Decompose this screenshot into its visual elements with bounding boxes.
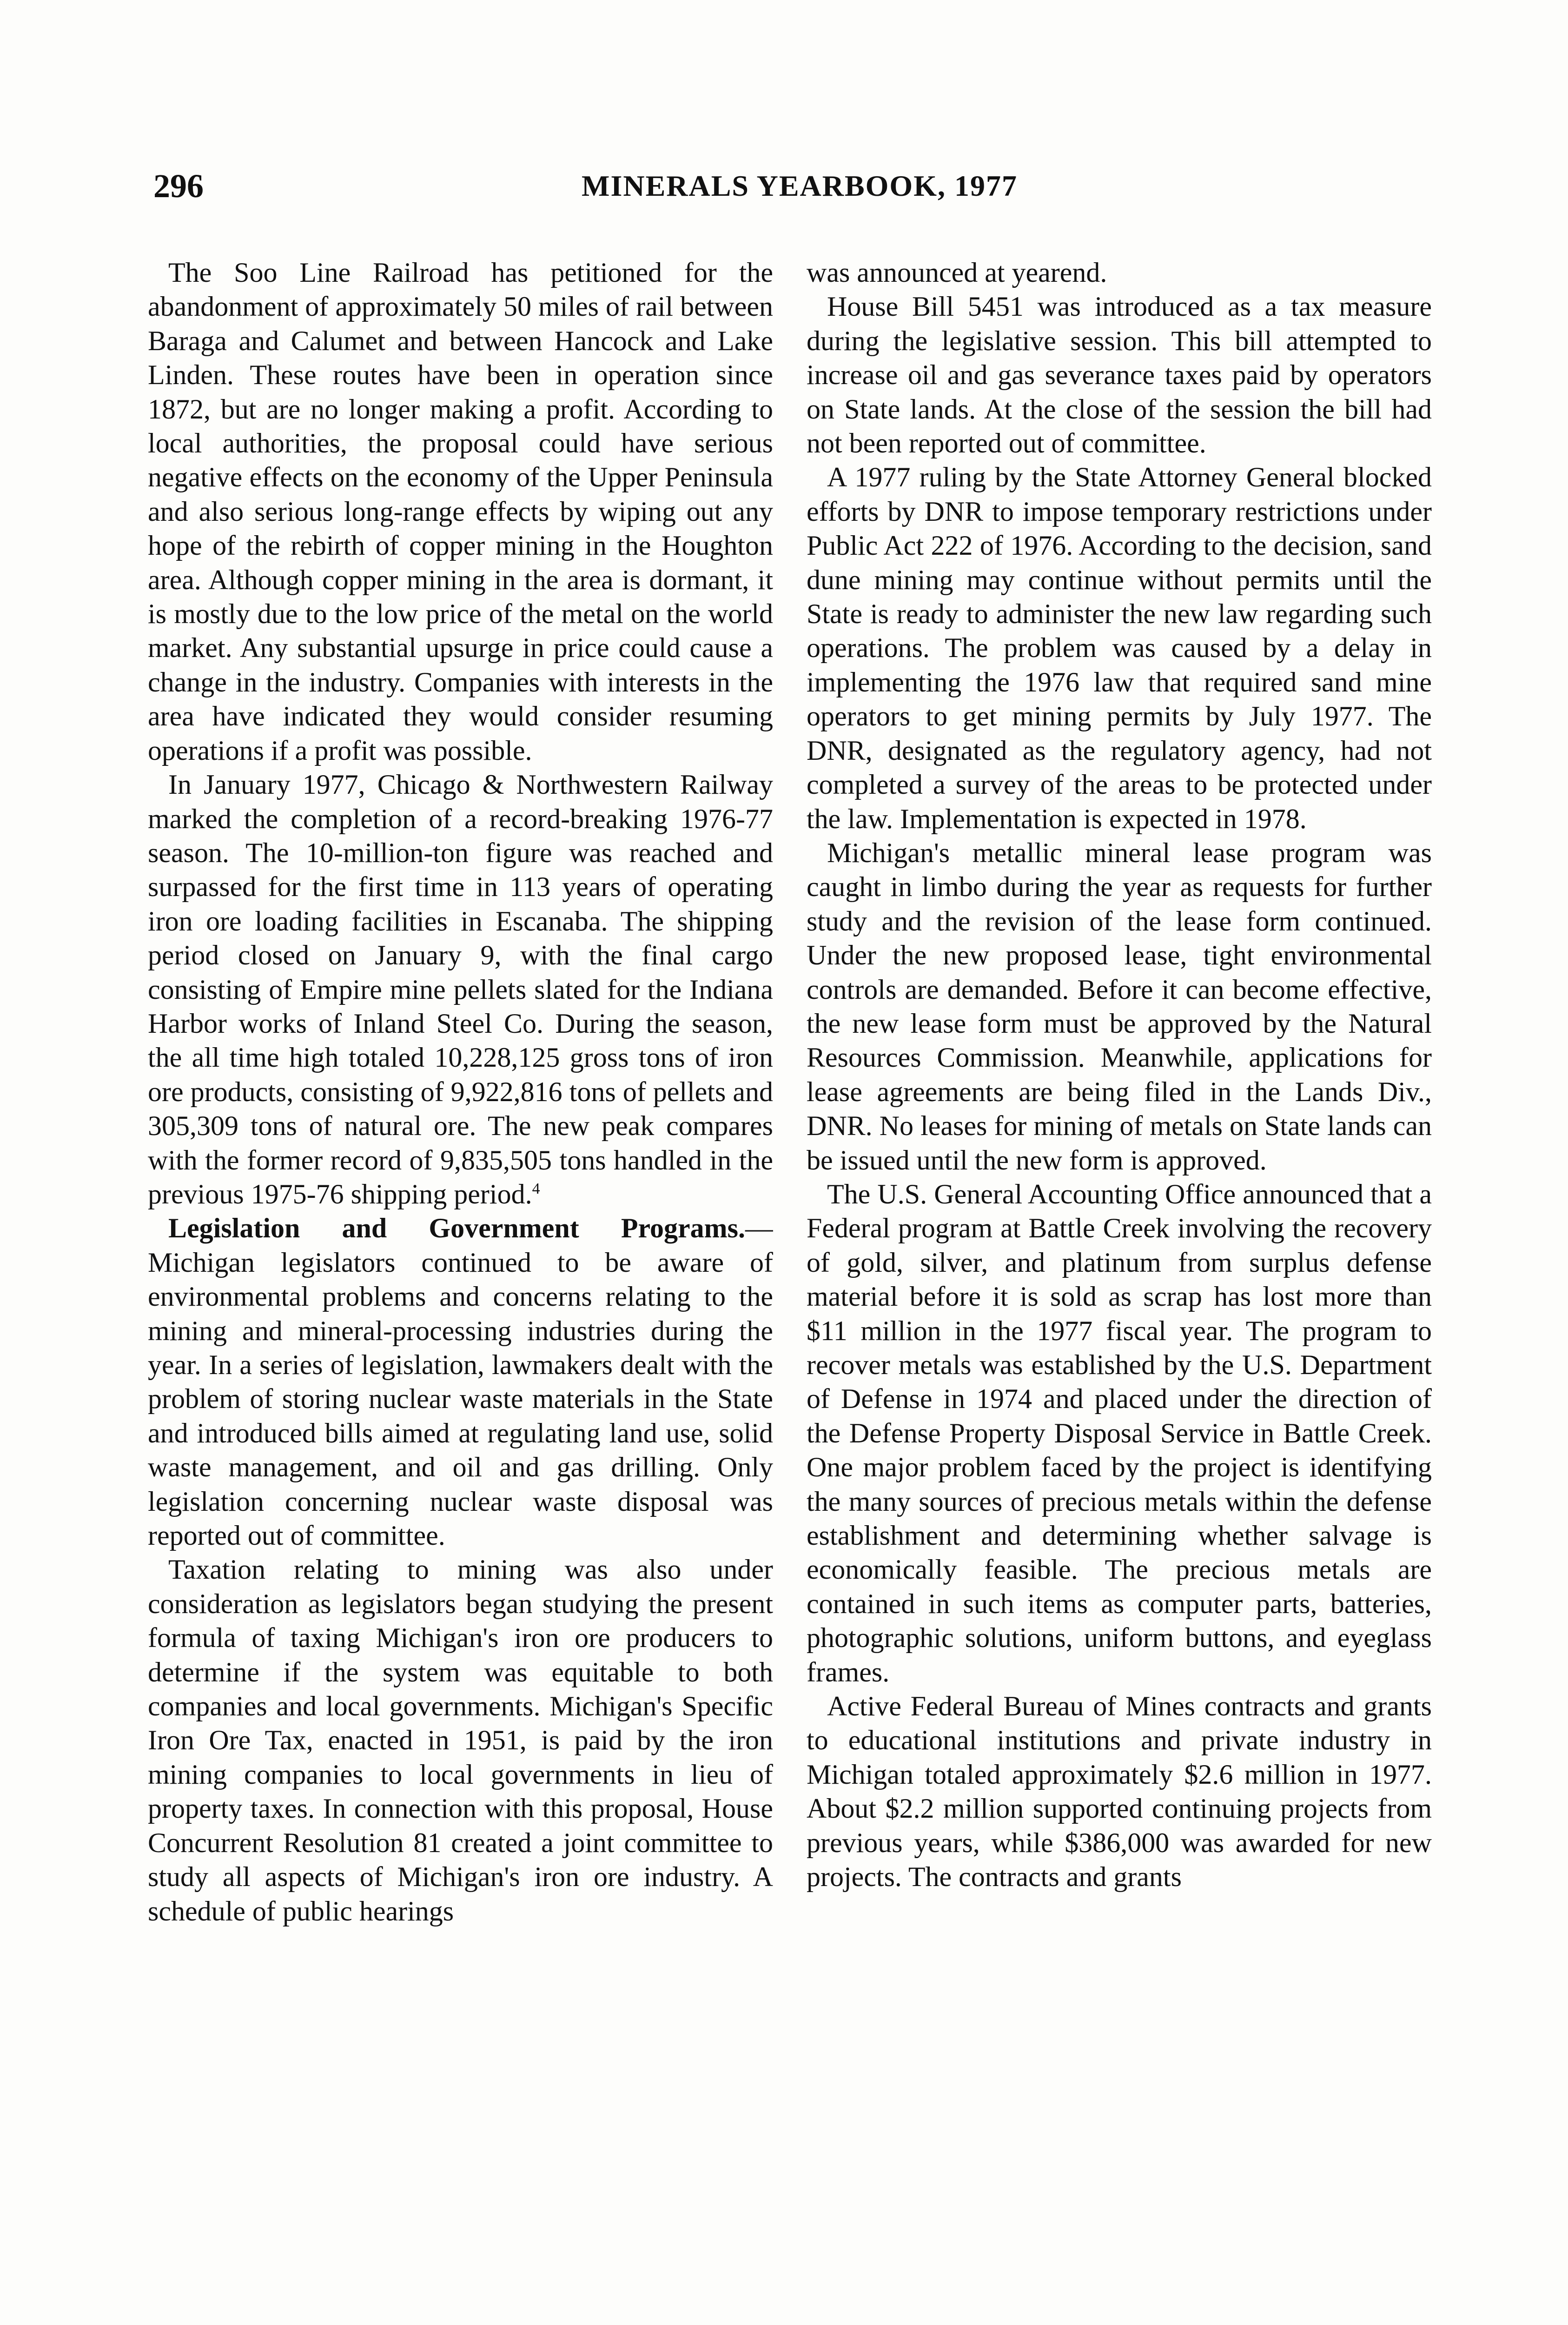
paragraph-legislation-text: —Michigan legislators continued to be aware of environmental problems and concerns relating to the mining and mineral-processing industries during the year. In a series of legislation, lawmakers dealt with the problem of storing nuclear waste materials in the State and introduced bills aimed at regulating land use, solid waste management, and oil and gas drilling. Only legislation concerning nuclear waste disposal was reported out of committee. bbox=[148, 1213, 773, 1551]
left-column bbox=[148, 256, 773, 2325]
paragraph-soo-line: The Soo Line Railroad has petitioned for the abandonment of approximately 50 miles of rail between Baraga and Calumet and between Hancock and Lake Linden. These routes have been in operation since 1872, but are no longer making a profit. According to local authorities, the proposal could have serious negative effects on the economy of the Upper Peninsula and also serious long-range effects by wiping out any hope of the rebirth of copper mining in the Houghton area. Although copper mining in the area is dormant, it is mostly due to the low price of the metal on the world market. Any substantial upsurge in price could cause a change in the industry. Companies with interests in the area have indicated they would consider resuming operations if a profit was possible. bbox=[148, 257, 773, 766]
paragraph-chicago-northwestern bbox=[148, 768, 773, 1211]
paragraph-attorney-general: A 1977 ruling by the State Attorney General blocked efforts by DNR to impose temporary restrictions under Public Act 222 of 1976. According to the decision, sand dune mining may continue without permits until the State is ready to administer the new law regarding such operations. The problem was caused by a delay in implementing the 1976 law that required sand mine operators to get mining permits by July 1977. The DNR, designated as the regulatory agency, had not completed a survey of the areas to be protected under the law. Implementation is expected in 1978. bbox=[807, 462, 1432, 834]
paragraph-house-bill: House Bill 5451 was introduced as a tax measure during the legislative session. This bill attempted to increase oil and gas severance taxes paid by operators on State lands. At the close of the session the bill had not been reported out of committee. bbox=[807, 291, 1432, 459]
paragraph-chicago-northwestern-text: In January 1977, Chicago & Northwestern Railway marked the completion of a record-breaking 1976-77 season. The 10-million-ton figure was reached and surpassed for the first time in 113 years of operating iron ore loading facilities in Escanaba. The shipping period closed on January 9, with the final cargo consisting of Empire mine pellets slated for the Indiana Harbor works of Inland Steel Co. During the season, the all time high totaled 10,228,125 gross tons of iron ore products, consisting of 9,922,816 tons of pellets and 305,309 tons of natural ore. The new peak compares with the former record of 9,835,505 tons handled in the previous 1975-76 shipping period. bbox=[148, 769, 773, 1209]
section-heading-legislation: Legislation and Government Programs. bbox=[168, 1213, 745, 1244]
paragraph-taxation: Taxation relating to mining was also under consideration as legislators began studying the present formula of taxing Michigan's iron ore producers to determine if the system was equitable to both companies and local governments. Michigan's Specific Iron Ore Tax, enacted in 1951, is paid by the iron mining companies to local governments in lieu of property taxes. In connection with this proposal, House Concurrent Resolution 81 created a joint committee to study all aspects of Michigan's iron ore industry. A schedule of public hearings bbox=[148, 1554, 773, 1926]
footnote-marker: 4 bbox=[532, 1180, 540, 1197]
paragraph-gao: The U.S. General Accounting Office announced that a Federal program at Battle Creek involving the recovery of gold, silver, and platinum from surplus defense material before it is sold as scrap has lost more than $11 million in the 1977 fiscal year. The program to recover metals was established by the U.S. Department of Defense in 1974 and placed under the direction of the Defense Property Disposal Service in Battle Creek. One major problem faced by the project is identifying the many sources of precious metals within the defense establishment and determining whether salvage is economically feasible. The precious metals are contained in such items as computer parts, batteries, photographic solutions, uniform buttons, and eyeglass frames. bbox=[807, 1178, 1432, 1687]
page-number: 296 bbox=[153, 167, 204, 205]
page-header bbox=[153, 163, 1446, 209]
paragraph-legislation bbox=[148, 1211, 773, 1553]
paragraph-continuation: was announced at yearend. bbox=[807, 257, 1107, 288]
paragraph-lease-program: Michigan's metallic mineral lease program was caught in limbo during the year as requests for further study and the revision of the lease form continued. Under the new proposed lease, tight environmental controls are demanded. Before it can become effective, the new lease form must be approved by the Natural Resources Commission. Meanwhile, applications for lease agreements are being filed in the Lands Div., DNR. No leases for mining of metals on State lands can be issued until the new form is approved. bbox=[807, 837, 1432, 1176]
paragraph-bureau-of-mines: Active Federal Bureau of Mines contracts and grants to educational institutions and private industry in Michigan totaled approximately $2.6 million in 1977. About $2.2 million supported continuing projects from previous years, while $386,000 was awarded for new projects. The contracts and grants bbox=[807, 1691, 1432, 1893]
running-title: MINERALS YEARBOOK, 1977 bbox=[582, 169, 1018, 202]
right-column bbox=[807, 256, 1432, 2325]
